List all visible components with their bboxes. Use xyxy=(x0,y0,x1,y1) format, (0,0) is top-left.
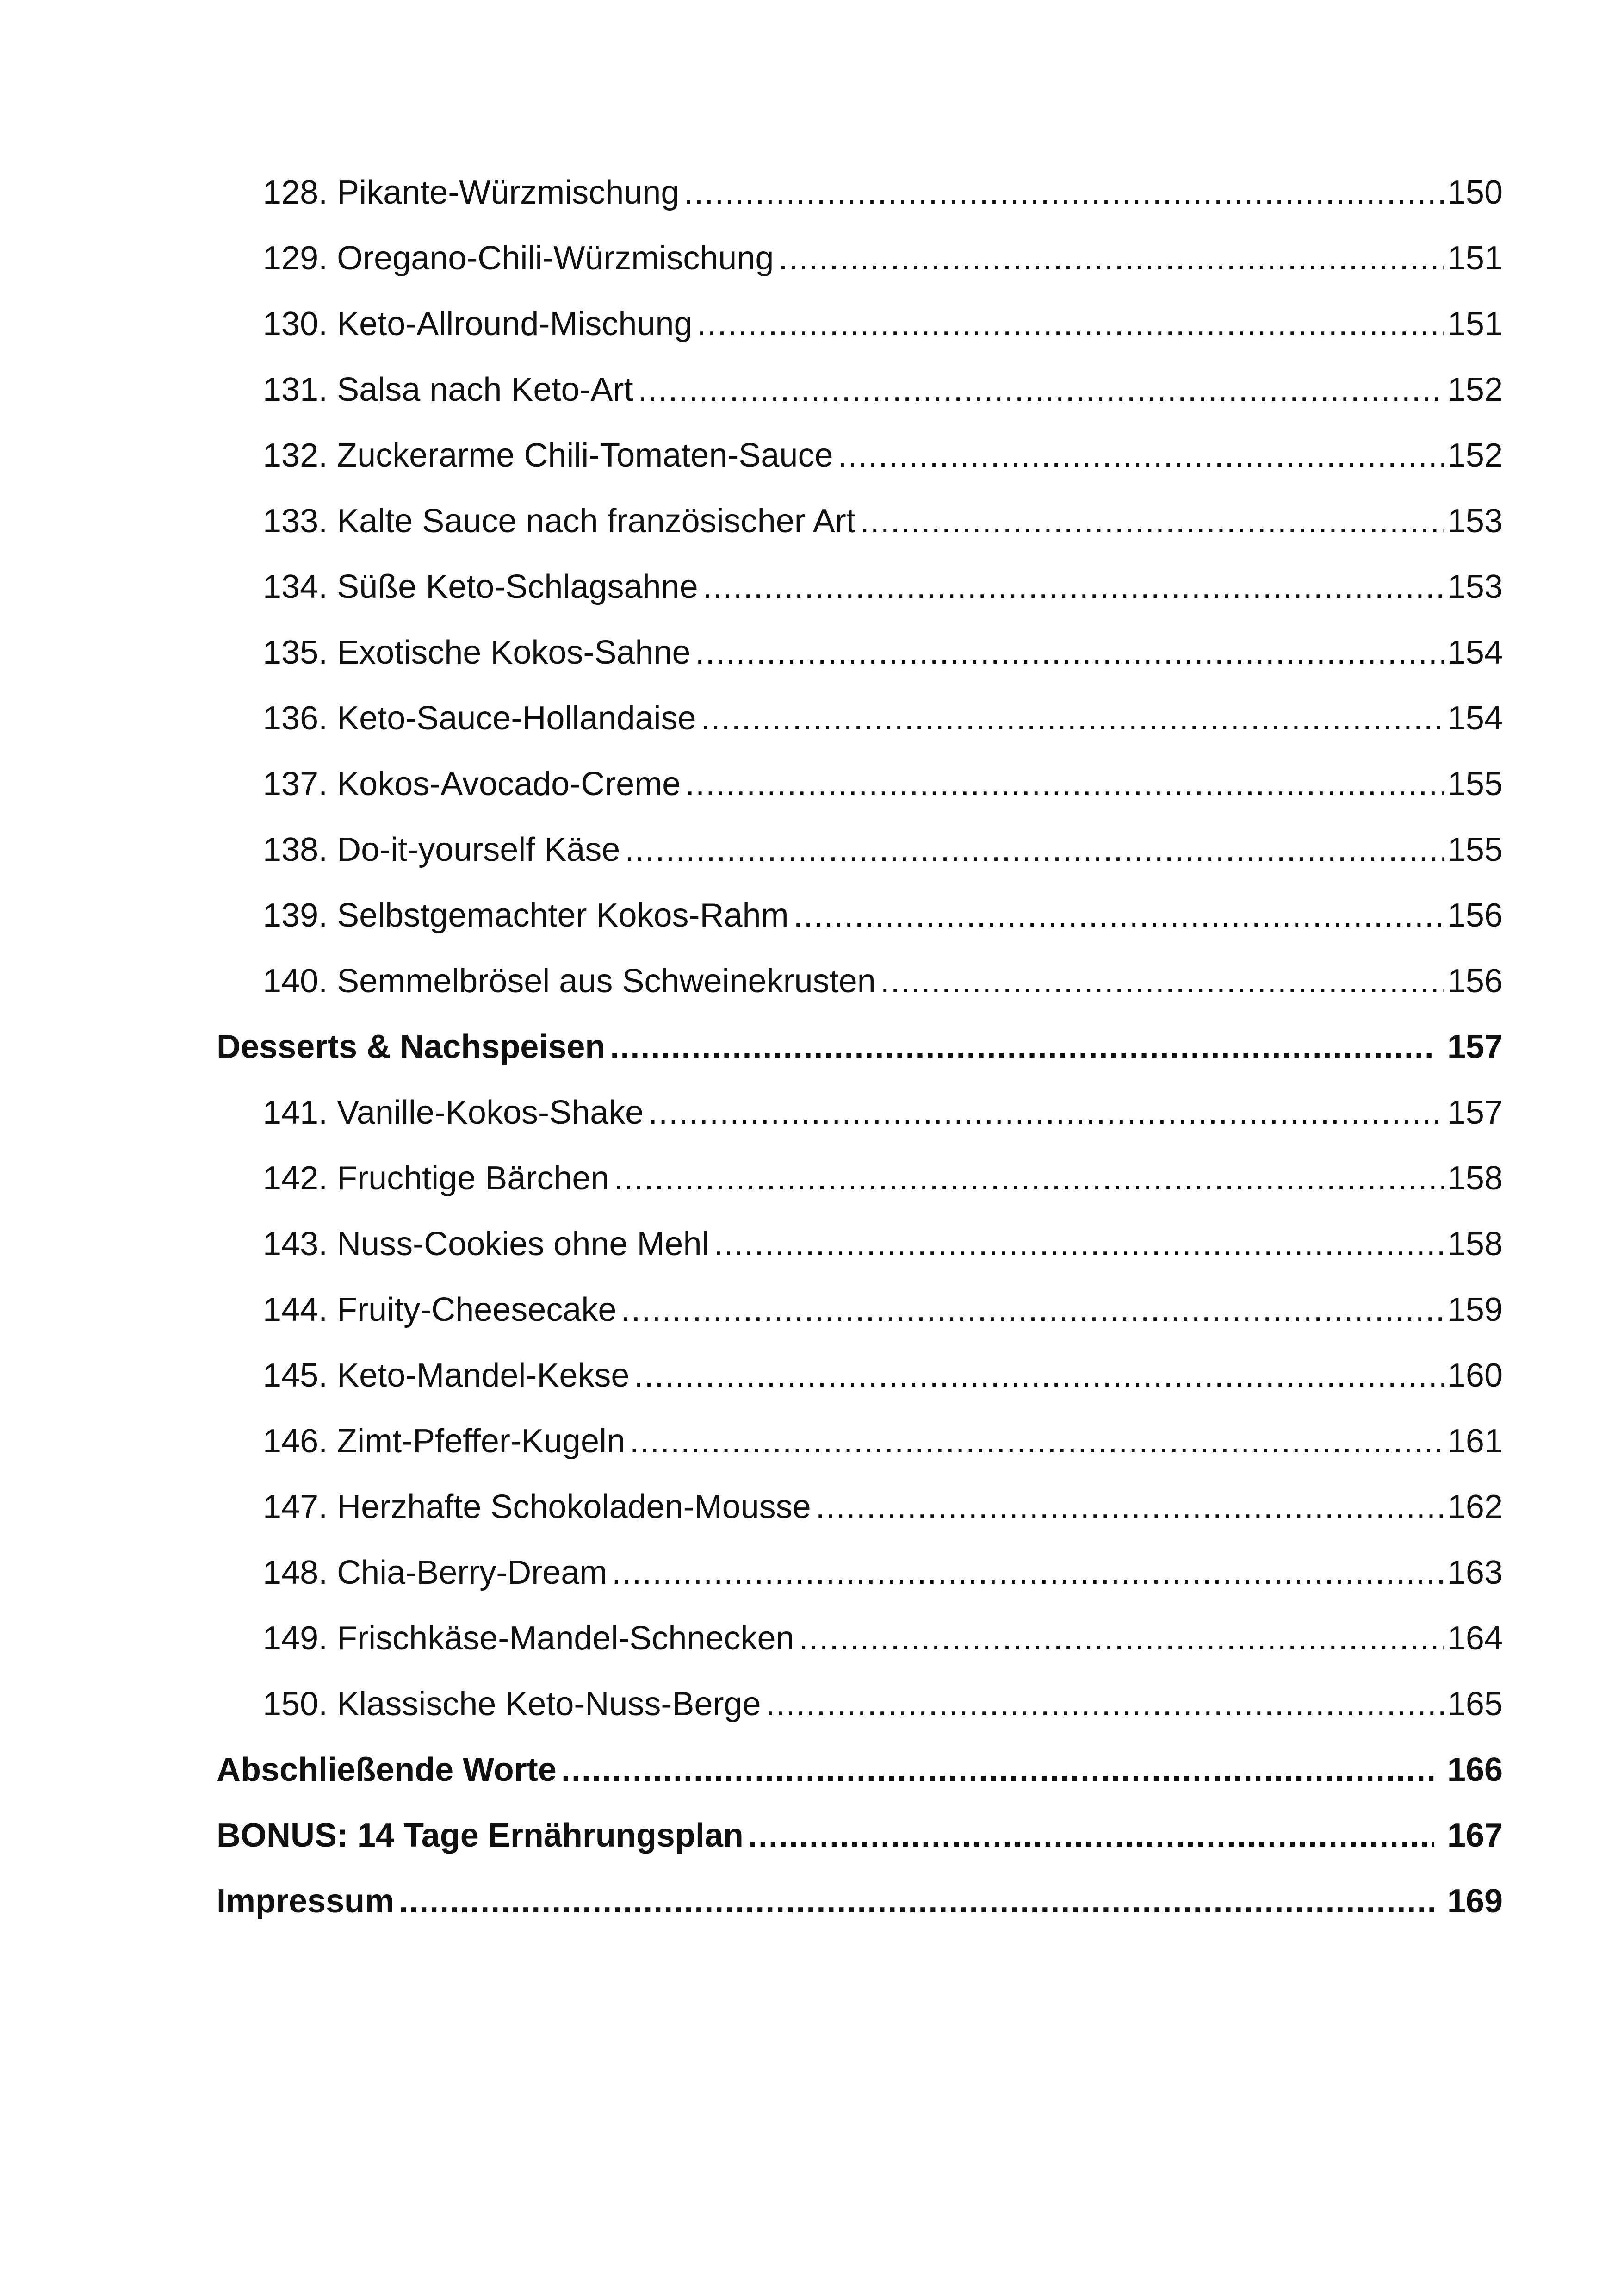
toc-entry-title: 129. Oregano-Chili-Würzmischung xyxy=(263,240,774,277)
toc-entry-133[interactable] xyxy=(263,472,1503,538)
toc-entry-139[interactable] xyxy=(263,866,1503,932)
toc-entry-title: 144. Fruity-Cheesecake xyxy=(263,1291,617,1328)
dot-leader xyxy=(697,307,1444,341)
toc-entry-page: 154 xyxy=(1447,634,1503,671)
dot-leader xyxy=(714,1227,1444,1261)
dot-leader xyxy=(610,1030,1434,1064)
toc-entry-141[interactable] xyxy=(263,1064,1503,1129)
toc-entry-132[interactable] xyxy=(263,406,1503,472)
toc-entry-title: 147. Herzhafte Schokoladen-Mousse xyxy=(263,1488,811,1525)
dot-leader xyxy=(630,1425,1444,1458)
toc-entry-page: 159 xyxy=(1447,1291,1503,1328)
toc-entry-128[interactable] xyxy=(263,143,1503,209)
toc-section-page: 167 xyxy=(1447,1817,1503,1854)
toc-entry-title: 140. Semmelbrösel aus Schweinekrusten xyxy=(263,963,876,1000)
toc-entry-page: 153 xyxy=(1447,568,1503,605)
toc-entry-title: 146. Zimt-Pfeffer-Kugeln xyxy=(263,1423,626,1460)
toc-section-title: Desserts & Nachspeisen xyxy=(217,1028,606,1065)
toc-entry-title: 145. Keto-Mandel-Kekse xyxy=(263,1357,630,1394)
toc-entry-title: 131. Salsa nach Keto-Art xyxy=(263,371,633,408)
toc-entry-title: 149. Frischkäse-Mandel-Schnecken xyxy=(263,1620,794,1657)
toc-section-page: 166 xyxy=(1447,1751,1503,1788)
toc-entry-140[interactable] xyxy=(263,932,1503,998)
toc-entry-title: 135. Exotische Kokos-Sahne xyxy=(263,634,691,671)
toc-entry-title: 138. Do-it-yourself Käse xyxy=(263,831,620,868)
toc-section-imprint[interactable] xyxy=(217,1852,1503,1918)
toc-entry-page: 150 xyxy=(1447,174,1503,211)
toc-section-page: 169 xyxy=(1447,1883,1503,1920)
toc-entry-129[interactable] xyxy=(263,209,1503,275)
toc-entry-150[interactable] xyxy=(263,1655,1503,1721)
toc-entry-title: 139. Selbstgemachter Kokos-Rahm xyxy=(263,897,789,934)
toc-entry-page: 154 xyxy=(1447,700,1503,737)
toc-entry-142[interactable] xyxy=(263,1129,1503,1195)
toc-section-page: 157 xyxy=(1447,1028,1503,1065)
toc-entry-title: 150. Klassische Keto-Nuss-Berge xyxy=(263,1686,761,1723)
dot-leader xyxy=(838,439,1444,472)
toc-entry-page: 151 xyxy=(1447,240,1503,277)
toc-entry-title: 148. Chia-Berry-Dream xyxy=(263,1554,608,1591)
toc-section-title: Abschließende Worte xyxy=(217,1751,557,1788)
toc-entry-page: 164 xyxy=(1447,1620,1503,1657)
dot-leader xyxy=(561,1753,1434,1786)
dot-leader xyxy=(703,570,1444,604)
toc-entry-147[interactable] xyxy=(263,1458,1503,1524)
toc-entry-title: 132. Zuckerarme Chili-Tomaten-Sauce xyxy=(263,437,833,474)
toc-entry-page: 156 xyxy=(1447,897,1503,934)
dot-leader xyxy=(794,899,1444,932)
toc-section-title: BONUS: 14 Tage Ernährungsplan xyxy=(217,1817,744,1854)
dot-leader xyxy=(638,373,1444,406)
toc-entry-title: 137. Kokos-Avocado-Creme xyxy=(263,765,681,803)
dot-leader xyxy=(799,1622,1444,1655)
dot-leader xyxy=(766,1687,1444,1721)
dot-leader xyxy=(612,1556,1444,1589)
toc-entry-page: 161 xyxy=(1447,1423,1503,1460)
toc-entry-137[interactable] xyxy=(263,735,1503,801)
dot-leader xyxy=(695,636,1444,669)
toc-entry-page: 152 xyxy=(1447,371,1503,408)
toc-entry-page: 152 xyxy=(1447,437,1503,474)
dot-leader xyxy=(701,702,1444,735)
toc-entry-page: 158 xyxy=(1447,1160,1503,1197)
toc-entry-page: 163 xyxy=(1447,1554,1503,1591)
dot-leader xyxy=(816,1490,1444,1524)
toc-entry-page: 158 xyxy=(1447,1226,1503,1263)
toc-entry-page: 155 xyxy=(1447,765,1503,803)
toc-entry-149[interactable] xyxy=(263,1589,1503,1655)
toc-entry-page: 162 xyxy=(1447,1488,1503,1525)
dot-leader xyxy=(634,1359,1444,1392)
toc-section-bonus[interactable] xyxy=(217,1786,1503,1852)
dot-leader xyxy=(685,767,1444,801)
dot-leader xyxy=(748,1819,1434,1852)
toc-entry-130[interactable] xyxy=(263,275,1503,341)
toc-entry-page: 156 xyxy=(1447,963,1503,1000)
toc-entry-title: 141. Vanille-Kokos-Shake xyxy=(263,1094,644,1131)
toc-entry-title: 133. Kalte Sauce nach französischer Art xyxy=(263,503,855,540)
toc-entry-page: 165 xyxy=(1447,1686,1503,1723)
toc-entry-page: 160 xyxy=(1447,1357,1503,1394)
toc-entry-title: 136. Keto-Sauce-Hollandaise xyxy=(263,700,696,737)
toc-entry-146[interactable] xyxy=(263,1392,1503,1458)
toc-entry-148[interactable] xyxy=(263,1524,1503,1589)
dot-leader xyxy=(625,833,1444,866)
toc-entry-title: 134. Süße Keto-Schlagsahne xyxy=(263,568,698,605)
dot-leader xyxy=(399,1885,1434,1918)
dot-leader xyxy=(778,242,1444,275)
toc-entry-144[interactable] xyxy=(263,1261,1503,1326)
toc-section-title: Impressum xyxy=(217,1883,395,1920)
toc-entry-134[interactable] xyxy=(263,538,1503,604)
toc-entry-title: 142. Fruchtige Bärchen xyxy=(263,1160,609,1197)
toc-entry-138[interactable] xyxy=(263,801,1503,866)
toc-entry-title: 143. Nuss-Cookies ohne Mehl xyxy=(263,1226,709,1263)
dot-leader xyxy=(621,1293,1444,1326)
toc-entry-title: 128. Pikante-Würzmischung xyxy=(263,174,680,211)
toc-entry-135[interactable] xyxy=(263,604,1503,669)
dot-leader xyxy=(684,176,1444,209)
toc-entry-131[interactable] xyxy=(263,341,1503,406)
toc-entry-page: 155 xyxy=(1447,831,1503,868)
toc-entry-title: 130. Keto-Allround-Mischung xyxy=(263,305,693,342)
toc-entry-page: 153 xyxy=(1447,503,1503,540)
dot-leader xyxy=(880,964,1444,998)
dot-leader xyxy=(648,1096,1444,1129)
toc-section-desserts[interactable] xyxy=(217,998,1503,1064)
toc-entry-145[interactable] xyxy=(263,1326,1503,1392)
toc-entry-page: 151 xyxy=(1447,305,1503,342)
dot-leader xyxy=(614,1162,1444,1195)
toc-entry-136[interactable] xyxy=(263,669,1503,735)
toc-entry-143[interactable] xyxy=(263,1195,1503,1261)
dot-leader xyxy=(860,504,1444,538)
toc-entry-page: 157 xyxy=(1447,1094,1503,1131)
toc-section-closing-words[interactable] xyxy=(217,1721,1503,1786)
